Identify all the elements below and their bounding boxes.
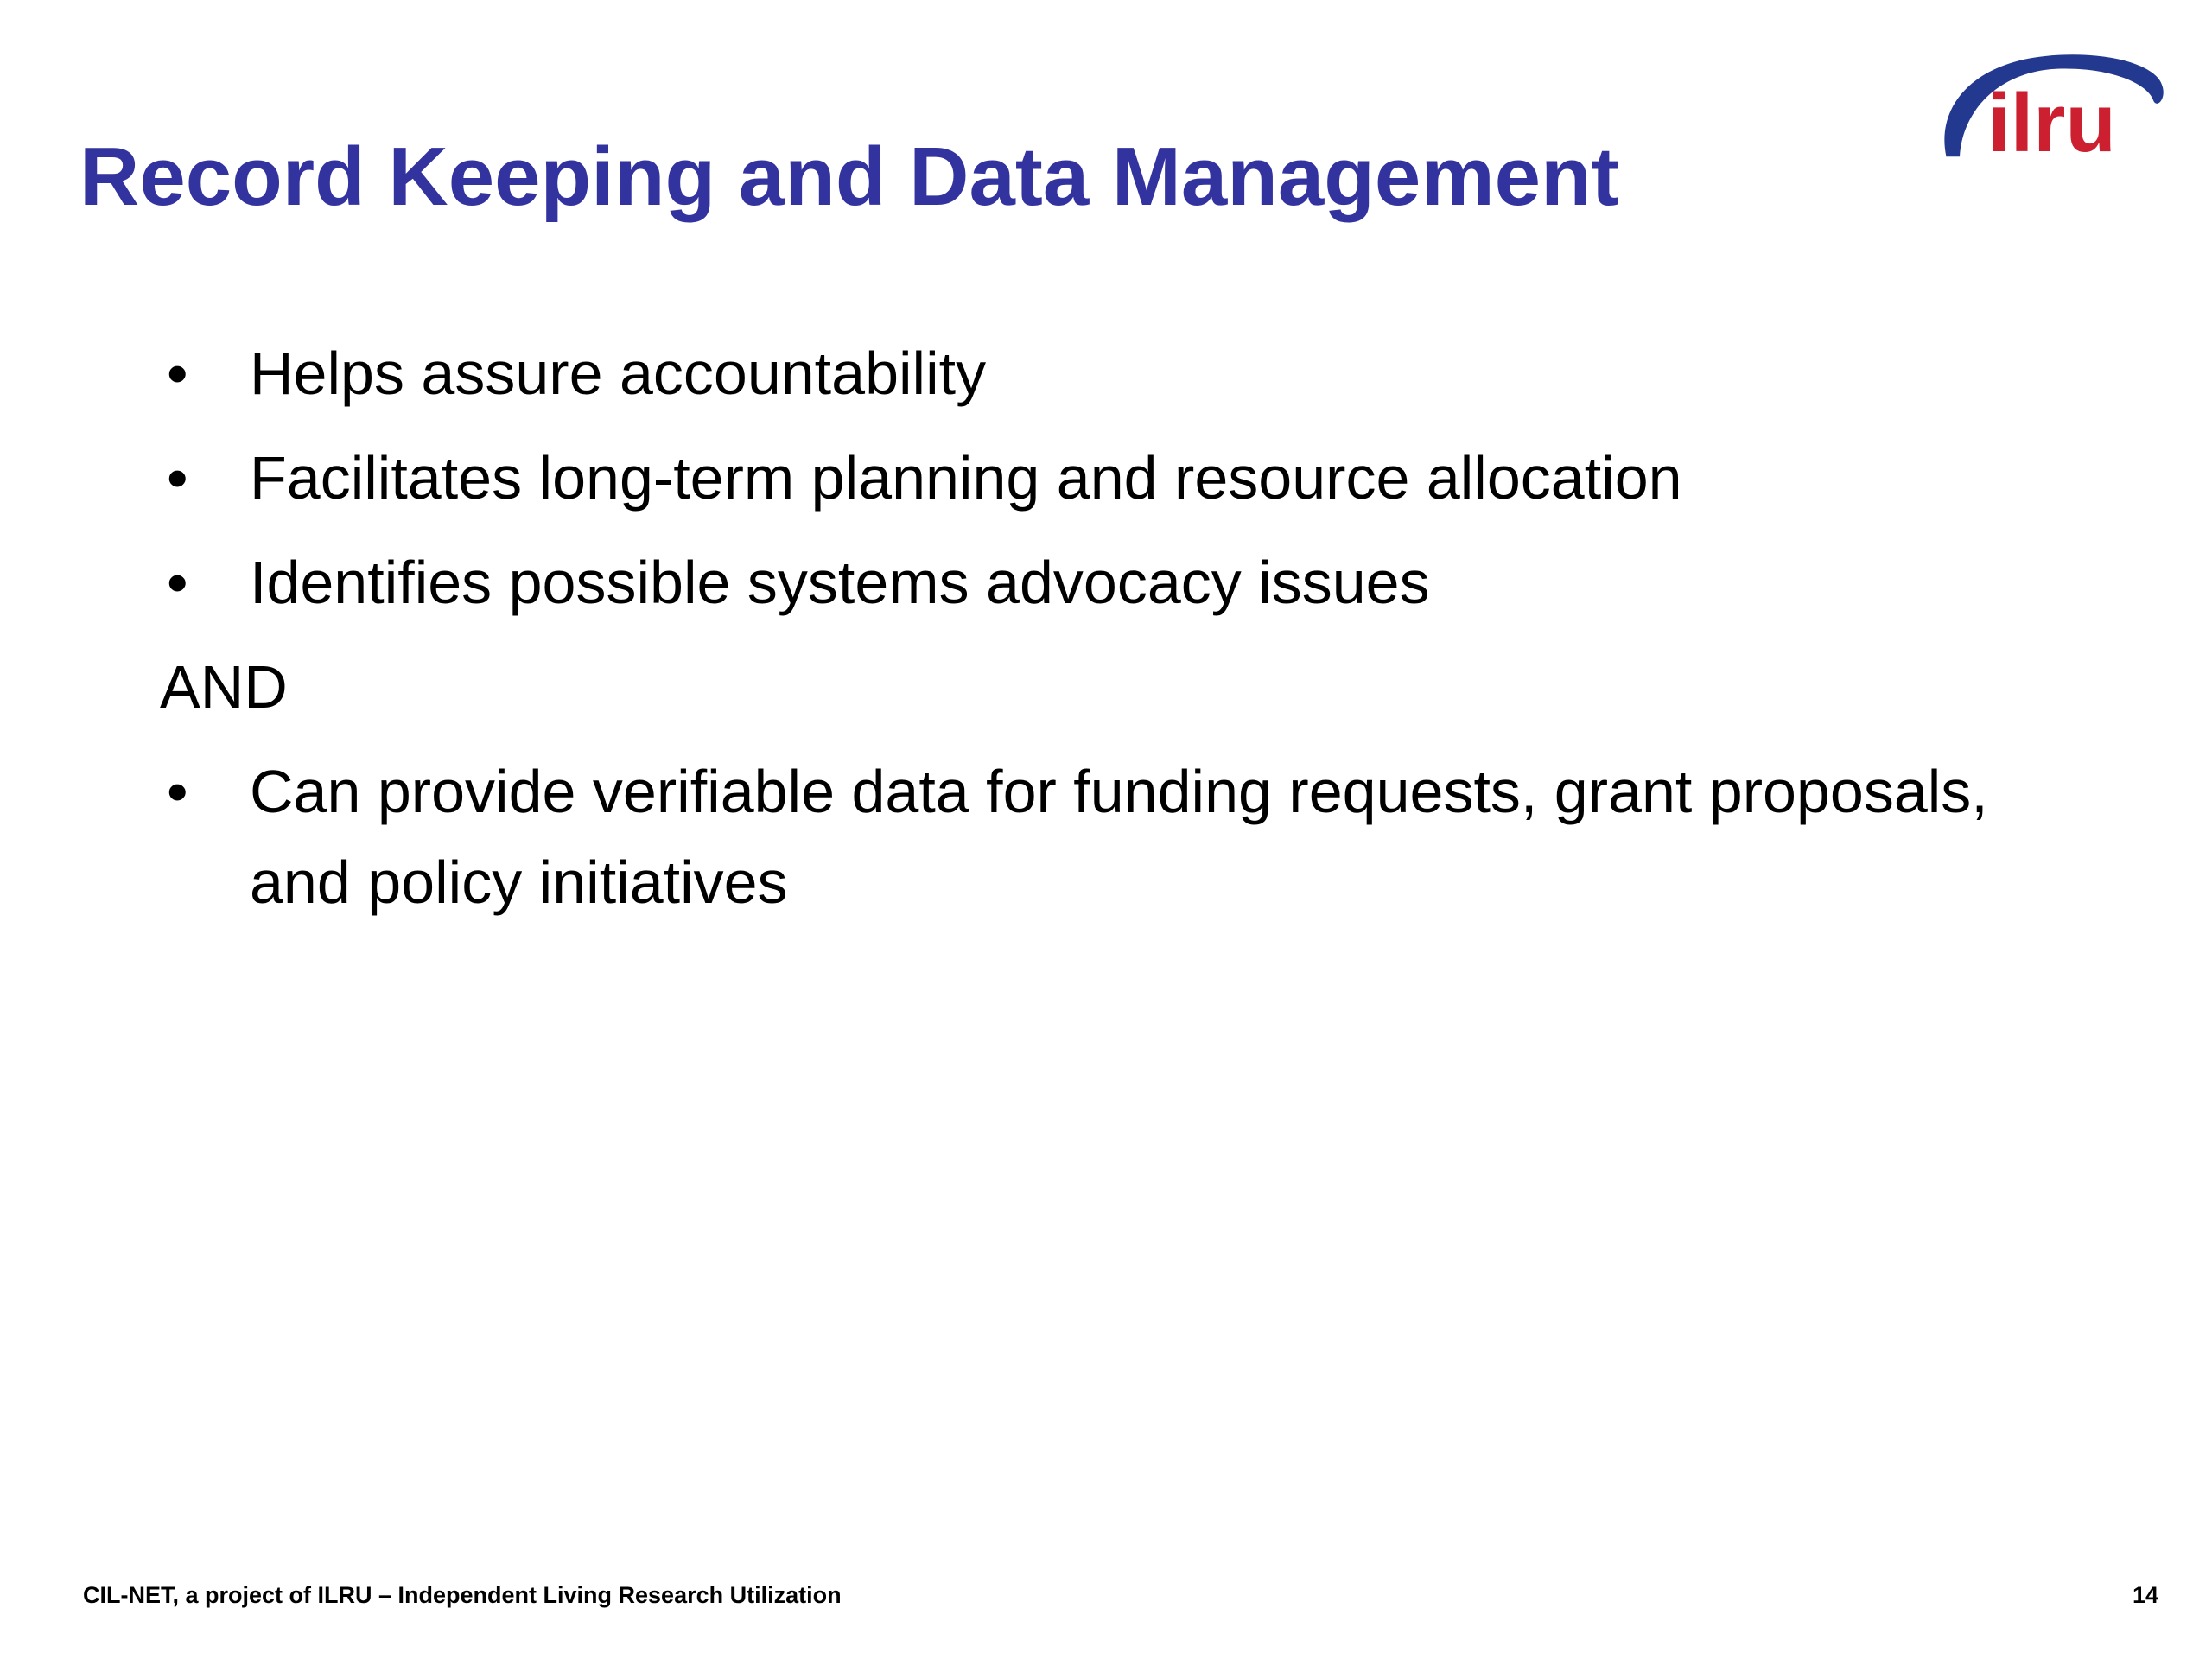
bullet-text: Helps assure accountability <box>250 340 987 407</box>
bullet-text: Can provide verifiable data for funding requests, grant proposals, and policy initiatives <box>250 758 1988 916</box>
list-item <box>160 433 2044 524</box>
bullet-text: Identifies possible systems advocacy issues <box>250 549 1430 616</box>
list-item <box>160 537 2044 628</box>
bullet-text: Facilitates long-term planning and resource allocation <box>250 444 1682 512</box>
bullet-icon: • <box>167 758 188 825</box>
list-item <box>160 328 2044 419</box>
ilru-logo-graphic <box>1936 43 2169 164</box>
page-number: 14 <box>2132 1582 2158 1608</box>
footer-text: CIL-NET, a project of ILRU – Independent Living Research Utilization <box>83 1582 842 1608</box>
ilru-logo <box>1936 43 2169 164</box>
bullet-list <box>160 328 2044 942</box>
bullet-icon: • <box>167 444 188 512</box>
list-item <box>160 642 2044 733</box>
bullet-icon: • <box>167 340 188 407</box>
connector-text: AND <box>160 653 288 721</box>
bullet-icon: • <box>167 549 188 616</box>
logo-text: ilru <box>1987 78 2116 164</box>
slide-title: Record Keeping and Data Management <box>79 130 1619 223</box>
list-item <box>160 747 2044 928</box>
